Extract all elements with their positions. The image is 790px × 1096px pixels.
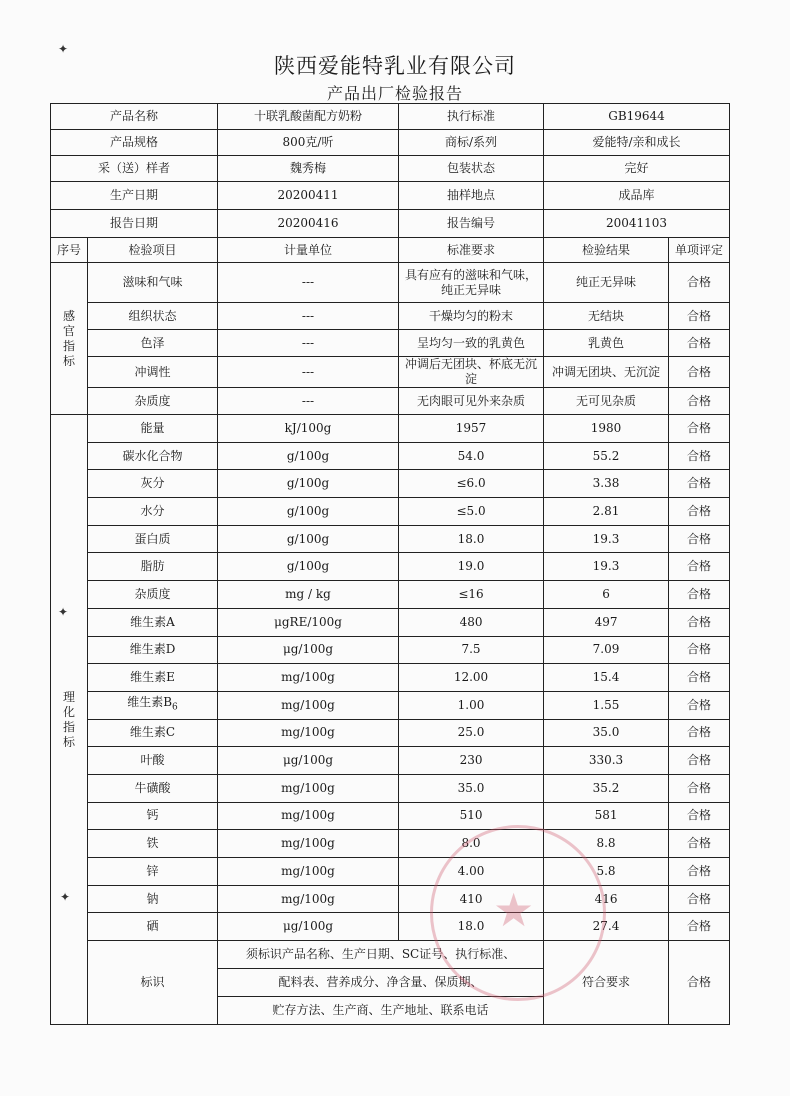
test-item: 色泽	[88, 330, 218, 357]
test-evaluation: 合格	[669, 330, 730, 357]
test-result: 无可见杂质	[544, 388, 669, 415]
test-requirement: 1957	[399, 415, 544, 443]
test-result: 冲调无团块、无沉淀	[544, 357, 669, 388]
test-requirement: 冲调后无团块、杯底无沉淀	[399, 357, 544, 388]
col-header-seq: 序号	[51, 238, 88, 263]
product-name-label: 产品名称	[51, 104, 218, 130]
test-item: 能量	[88, 415, 218, 443]
physchem-row	[51, 442, 730, 470]
test-evaluation: 合格	[669, 636, 730, 664]
test-unit: ---	[218, 303, 399, 330]
test-evaluation: 合格	[669, 691, 730, 719]
sensory-group-label	[51, 263, 88, 415]
sensory-row	[51, 263, 730, 303]
test-unit: mg/100g	[218, 774, 399, 802]
location-label: 抽样地点	[399, 182, 544, 210]
test-result: 35.0	[544, 719, 669, 747]
test-evaluation: 合格	[669, 830, 730, 858]
brand-value: 爱能特/亲和成长	[544, 130, 730, 156]
scan-mark: ✦	[60, 890, 71, 904]
test-item: 维生素A	[88, 608, 218, 636]
test-unit: g/100g	[218, 442, 399, 470]
col-header-requirement: 标准要求	[399, 238, 544, 263]
labeling-row	[51, 941, 730, 1025]
test-evaluation: 合格	[669, 608, 730, 636]
test-requirement: 54.0	[399, 442, 544, 470]
info-row-5	[51, 210, 730, 238]
report-date-value: 20200416	[218, 210, 399, 238]
company-name: 陕西爱能特乳业有限公司	[274, 54, 516, 78]
report-date-label: 报告日期	[51, 210, 218, 238]
test-result: 1.55	[544, 691, 669, 719]
group-label-char: 官	[62, 323, 75, 338]
test-requirement: 呈均匀一致的乳黄色	[399, 330, 544, 357]
test-unit: ---	[218, 357, 399, 388]
test-evaluation: 合格	[669, 747, 730, 775]
test-item: 杂质度	[88, 581, 218, 609]
test-unit: ---	[218, 263, 399, 303]
test-item: 滋味和气味	[88, 263, 218, 303]
test-requirement: 无肉眼可见外来杂质	[399, 388, 544, 415]
test-unit: mg/100g	[218, 719, 399, 747]
spec-value: 800克/听	[218, 130, 399, 156]
standard-value: GB19644	[544, 104, 730, 130]
test-item: 叶酸	[88, 747, 218, 775]
test-unit: mg / kg	[218, 581, 399, 609]
test-unit: mg/100g	[218, 858, 399, 886]
info-row-4	[51, 182, 730, 210]
physchem-row	[51, 498, 730, 526]
col-header-evaluation: 单项评定	[669, 238, 730, 263]
test-result: 5.8	[544, 858, 669, 886]
test-result: 497	[544, 608, 669, 636]
test-result: 3.38	[544, 470, 669, 498]
labeling-requirement-line: 须标识产品名称、生产日期、SC证号、执行标准、	[218, 941, 543, 969]
physchem-row	[51, 719, 730, 747]
test-requirement: ≤5.0	[399, 498, 544, 526]
labeling-requirement-line: 贮存方法、生产商、生产地址、联系电话	[272, 1003, 489, 1018]
seal-star-icon: ★	[493, 883, 535, 937]
package-value: 完好	[544, 156, 730, 182]
physchem-row	[51, 470, 730, 498]
test-result: 8.8	[544, 830, 669, 858]
test-evaluation: 合格	[669, 774, 730, 802]
sampler-label: 采（送）样者	[51, 156, 218, 182]
test-requirement: 具有应有的滋味和气味，纯正无异味	[399, 263, 544, 303]
test-requirement: 410	[399, 885, 544, 913]
test-item: 冲调性	[88, 357, 218, 388]
package-label: 包装状态	[399, 156, 544, 182]
physchem-row	[51, 747, 730, 775]
physchem-row	[51, 691, 730, 719]
prod-date-value: 20200411	[218, 182, 399, 210]
info-row-1	[51, 104, 730, 130]
info-row-2	[51, 130, 730, 156]
test-item: 水分	[88, 498, 218, 526]
sensory-row	[51, 303, 730, 330]
col-header-unit: 计量单位	[218, 238, 399, 263]
test-result: 6	[544, 581, 669, 609]
col-header-item: 检验项目	[88, 238, 218, 263]
test-item: 钠	[88, 885, 218, 913]
test-item: 灰分	[88, 470, 218, 498]
physchem-row	[51, 802, 730, 830]
test-result: 纯正无异味	[544, 263, 669, 303]
test-unit: g/100g	[218, 553, 399, 581]
physchem-row	[51, 608, 730, 636]
test-item: 维生素$B_6$	[88, 691, 218, 719]
test-unit: μg/100g	[218, 747, 399, 775]
test-unit: g/100g	[218, 470, 399, 498]
physchem-row	[51, 913, 730, 941]
test-result: 2.81	[544, 498, 669, 526]
test-evaluation: 合格	[669, 581, 730, 609]
test-requirement: 18.0	[399, 913, 544, 941]
group-label-char: 理	[62, 689, 75, 704]
test-requirement: ≤16	[399, 581, 544, 609]
sensory-row	[51, 357, 730, 388]
test-requirement: 19.0	[399, 553, 544, 581]
group-label-char: 感	[62, 308, 75, 323]
test-evaluation: 合格	[669, 802, 730, 830]
physchem-row	[51, 858, 730, 886]
test-unit: mg/100g	[218, 830, 399, 858]
test-unit: mg/100g	[218, 885, 399, 913]
physchem-row	[51, 885, 730, 913]
report-no-value: 20041103	[544, 210, 730, 238]
test-requirement: 12.00	[399, 664, 544, 692]
physchem-row	[51, 525, 730, 553]
col-header-result: 检验结果	[544, 238, 669, 263]
labeling-requirement-line: 配料表、营养成分、净含量、保质期、	[218, 969, 543, 997]
test-item: 组织状态	[88, 303, 218, 330]
sensory-row	[51, 330, 730, 357]
physchem-row	[51, 553, 730, 581]
sampler-value: 魏秀梅	[218, 156, 399, 182]
test-requirement: 1.00	[399, 691, 544, 719]
test-result: 15.4	[544, 664, 669, 692]
test-requirement: 7.5	[399, 636, 544, 664]
test-evaluation: 合格	[669, 913, 730, 941]
standard-label: 执行标准	[399, 104, 544, 130]
test-evaluation: 合格	[669, 470, 730, 498]
test-evaluation: 合格	[669, 525, 730, 553]
location-value: 成品库	[544, 182, 730, 210]
scan-mark: ✦	[58, 42, 69, 56]
report-title: 产品出厂检验报告	[326, 84, 463, 103]
test-item: 碳水化合物	[88, 442, 218, 470]
test-requirement: 4.00	[399, 858, 544, 886]
test-item: 牛磺酸	[88, 774, 218, 802]
test-unit: μgRE/100g	[218, 608, 399, 636]
test-result: 581	[544, 802, 669, 830]
group-label-char: 指	[62, 338, 75, 353]
test-requirement: 干燥均匀的粉末	[399, 303, 544, 330]
labeling-requirement	[218, 941, 544, 1025]
group-label-char: 标	[62, 734, 75, 749]
physchem-row	[51, 830, 730, 858]
test-item: 钙	[88, 802, 218, 830]
group-label-char: 标	[62, 353, 75, 368]
test-item: 脂肪	[88, 553, 218, 581]
test-requirement: ≤6.0	[399, 470, 544, 498]
inspection-table	[50, 103, 730, 1025]
test-item: 维生素D	[88, 636, 218, 664]
test-unit: g/100g	[218, 525, 399, 553]
test-item: 锌	[88, 858, 218, 886]
test-item: 蛋白质	[88, 525, 218, 553]
scan-mark: ✦	[58, 605, 69, 619]
test-result: 416	[544, 885, 669, 913]
test-unit: ---	[218, 330, 399, 357]
physchem-row	[51, 636, 730, 664]
test-evaluation: 合格	[669, 263, 730, 303]
report-no-label: 报告编号	[399, 210, 544, 238]
test-result: 乳黄色	[544, 330, 669, 357]
test-result: 27.4	[544, 913, 669, 941]
info-row-3	[51, 156, 730, 182]
sensory-row	[51, 388, 730, 415]
test-evaluation: 合格	[669, 388, 730, 415]
test-result: 35.2	[544, 774, 669, 802]
labeling-item: 标识	[88, 941, 218, 1025]
test-result: 330.3	[544, 747, 669, 775]
test-unit: mg/100g	[218, 691, 399, 719]
test-requirement: 18.0	[399, 525, 544, 553]
test-evaluation: 合格	[669, 415, 730, 443]
test-requirement: 8.0	[399, 830, 544, 858]
test-unit: g/100g	[218, 498, 399, 526]
physchem-row	[51, 415, 730, 443]
test-unit: ---	[218, 388, 399, 415]
test-item: 硒	[88, 913, 218, 941]
test-item: 维生素C	[88, 719, 218, 747]
test-evaluation: 合格	[669, 664, 730, 692]
test-item: 铁	[88, 830, 218, 858]
test-evaluation: 合格	[669, 303, 730, 330]
test-result: 55.2	[544, 442, 669, 470]
test-result: 7.09	[544, 636, 669, 664]
test-evaluation: 合格	[669, 357, 730, 388]
test-requirement: 25.0	[399, 719, 544, 747]
test-evaluation: 合格	[669, 553, 730, 581]
labeling-evaluation: 合格	[669, 941, 730, 1025]
test-unit: μg/100g	[218, 636, 399, 664]
test-unit: mg/100g	[218, 664, 399, 692]
physchem-group-label	[51, 415, 88, 1025]
test-item: 维生素E	[88, 664, 218, 692]
spec-label: 产品规格	[51, 130, 218, 156]
test-requirement: 510	[399, 802, 544, 830]
test-unit: mg/100g	[218, 802, 399, 830]
test-unit: kJ/100g	[218, 415, 399, 443]
physchem-row	[51, 774, 730, 802]
test-result: 19.3	[544, 525, 669, 553]
column-header-row	[51, 238, 730, 263]
brand-label: 商标/系列	[399, 130, 544, 156]
test-item: 杂质度	[88, 388, 218, 415]
group-label-char: 指	[62, 719, 75, 734]
physchem-row	[51, 581, 730, 609]
test-requirement: 230	[399, 747, 544, 775]
test-evaluation: 合格	[669, 885, 730, 913]
test-evaluation: 合格	[669, 719, 730, 747]
test-requirement: 35.0	[399, 774, 544, 802]
physchem-row	[51, 664, 730, 692]
test-unit: μg/100g	[218, 913, 399, 941]
test-requirement: 480	[399, 608, 544, 636]
labeling-result: 符合要求	[544, 941, 669, 1025]
test-result: 19.3	[544, 553, 669, 581]
test-evaluation: 合格	[669, 858, 730, 886]
product-name-value: 十联乳酸菌配方奶粉	[218, 104, 399, 130]
group-label-char: 化	[62, 704, 75, 719]
prod-date-label: 生产日期	[51, 182, 218, 210]
test-result: 无结块	[544, 303, 669, 330]
test-result: 1980	[544, 415, 669, 443]
test-evaluation: 合格	[669, 498, 730, 526]
test-evaluation: 合格	[669, 442, 730, 470]
